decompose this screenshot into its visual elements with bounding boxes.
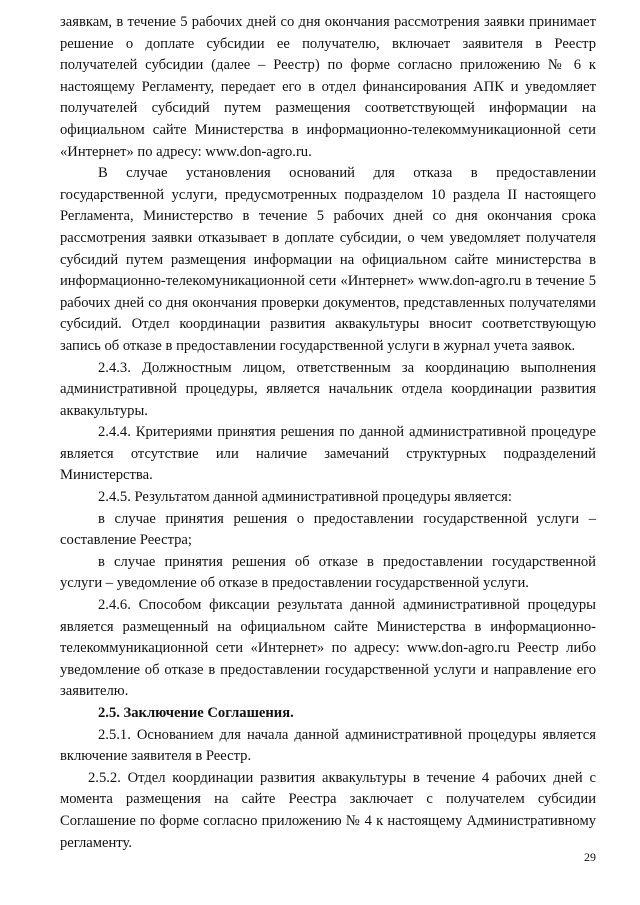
page-number: 29 [584,850,596,864]
paragraph-continuation: заявкам, в течение 5 рабочих дней со дня окончания рассмотрения заявки принимает решение о доплате субсидии ее получателю, включает заявителя в Реестр получателей субсидии (далее – Реестр) по форме согласно приложению № 6 к настоящему Регламенту, передает его в отдел финансирования АПК и уведомляет получателей субсидий путем размещения соответствующей информации на официальном сайте Министерства в информационно-телекоммуникационной сети «Интернет» по адресу: www.don-agro.ru. [60,14,596,160]
document-page [60,12,596,854]
paragraph-2-4-3: 2.4.3. Должностным лицом, ответственным за координацию выполнения административной процедуры, является начальник отдела координации развития аквакультуры. [60,359,596,419]
paragraph-2-4-5: 2.4.5. Результатом данной административной процедуры является: [98,489,512,506]
paragraph-2-4-4: 2.4.4. Критериями принятия решения по данной административной процедуре является отсутствие или наличие замечаний структурных подразделений Министерства. [60,424,596,484]
section-heading-2-5: 2.5. Заключение Соглашения. [98,705,294,721]
paragraph-2-5-2: 2.5.2. Отдел координации развития аквакультуры в течение 4 рабочих дней с момента размещения на сайте Реестра заключает с получателем субсидии Соглашение по форме согласно приложению № 4 к настоящему Административному регламенту. [60,769,596,851]
paragraph-result-refusal: в случае принятия решения об отказе в предоставлении государственной услуги – уведомление об отказе в предоставлении государственной услуги. [60,553,596,592]
paragraph-result-approval: в случае принятия решения о предоставлении государственной услуги – составление Реестра; [60,510,596,549]
paragraph-2-4-6: 2.4.6. Способом фиксации результата данной административной процедуры является размещенный на официальном сайте Министерства в информационно-телекоммуникационной сети «Интернет» по адресу: www.don-agro.ru Реестр либо уведомление об отказе в предоставлении государственной услуги и направление его заявителю. [60,597,596,700]
paragraph-refusal-case: В случае установления оснований для отказа в предоставлении государственной услуги, предусмотренных подразделом 10 раздела II настоящего Регламента, Министерство в течение 5 рабочих дней со дня окончания срока рассмотрения заявки отказывает в доплате субсидии, о чем уведомляет получателя субсидий путем размещения информации на официальном сайте министерства в информационно-телекомуникационной сети «Интернет» www.don-agro.ru в течение 5 рабочих дней со дня окончания проверки документов, представленных получателями субсидий. Отдел координации развития аквакультуры вносит соответствующую запись об отказе в предоставлении государственной услуги в журнал учета заявок. [60,165,596,354]
paragraph-2-5-1: 2.5.1. Основанием для начала данной административной процедуры является включение заявителя в Реестр. [60,726,596,765]
